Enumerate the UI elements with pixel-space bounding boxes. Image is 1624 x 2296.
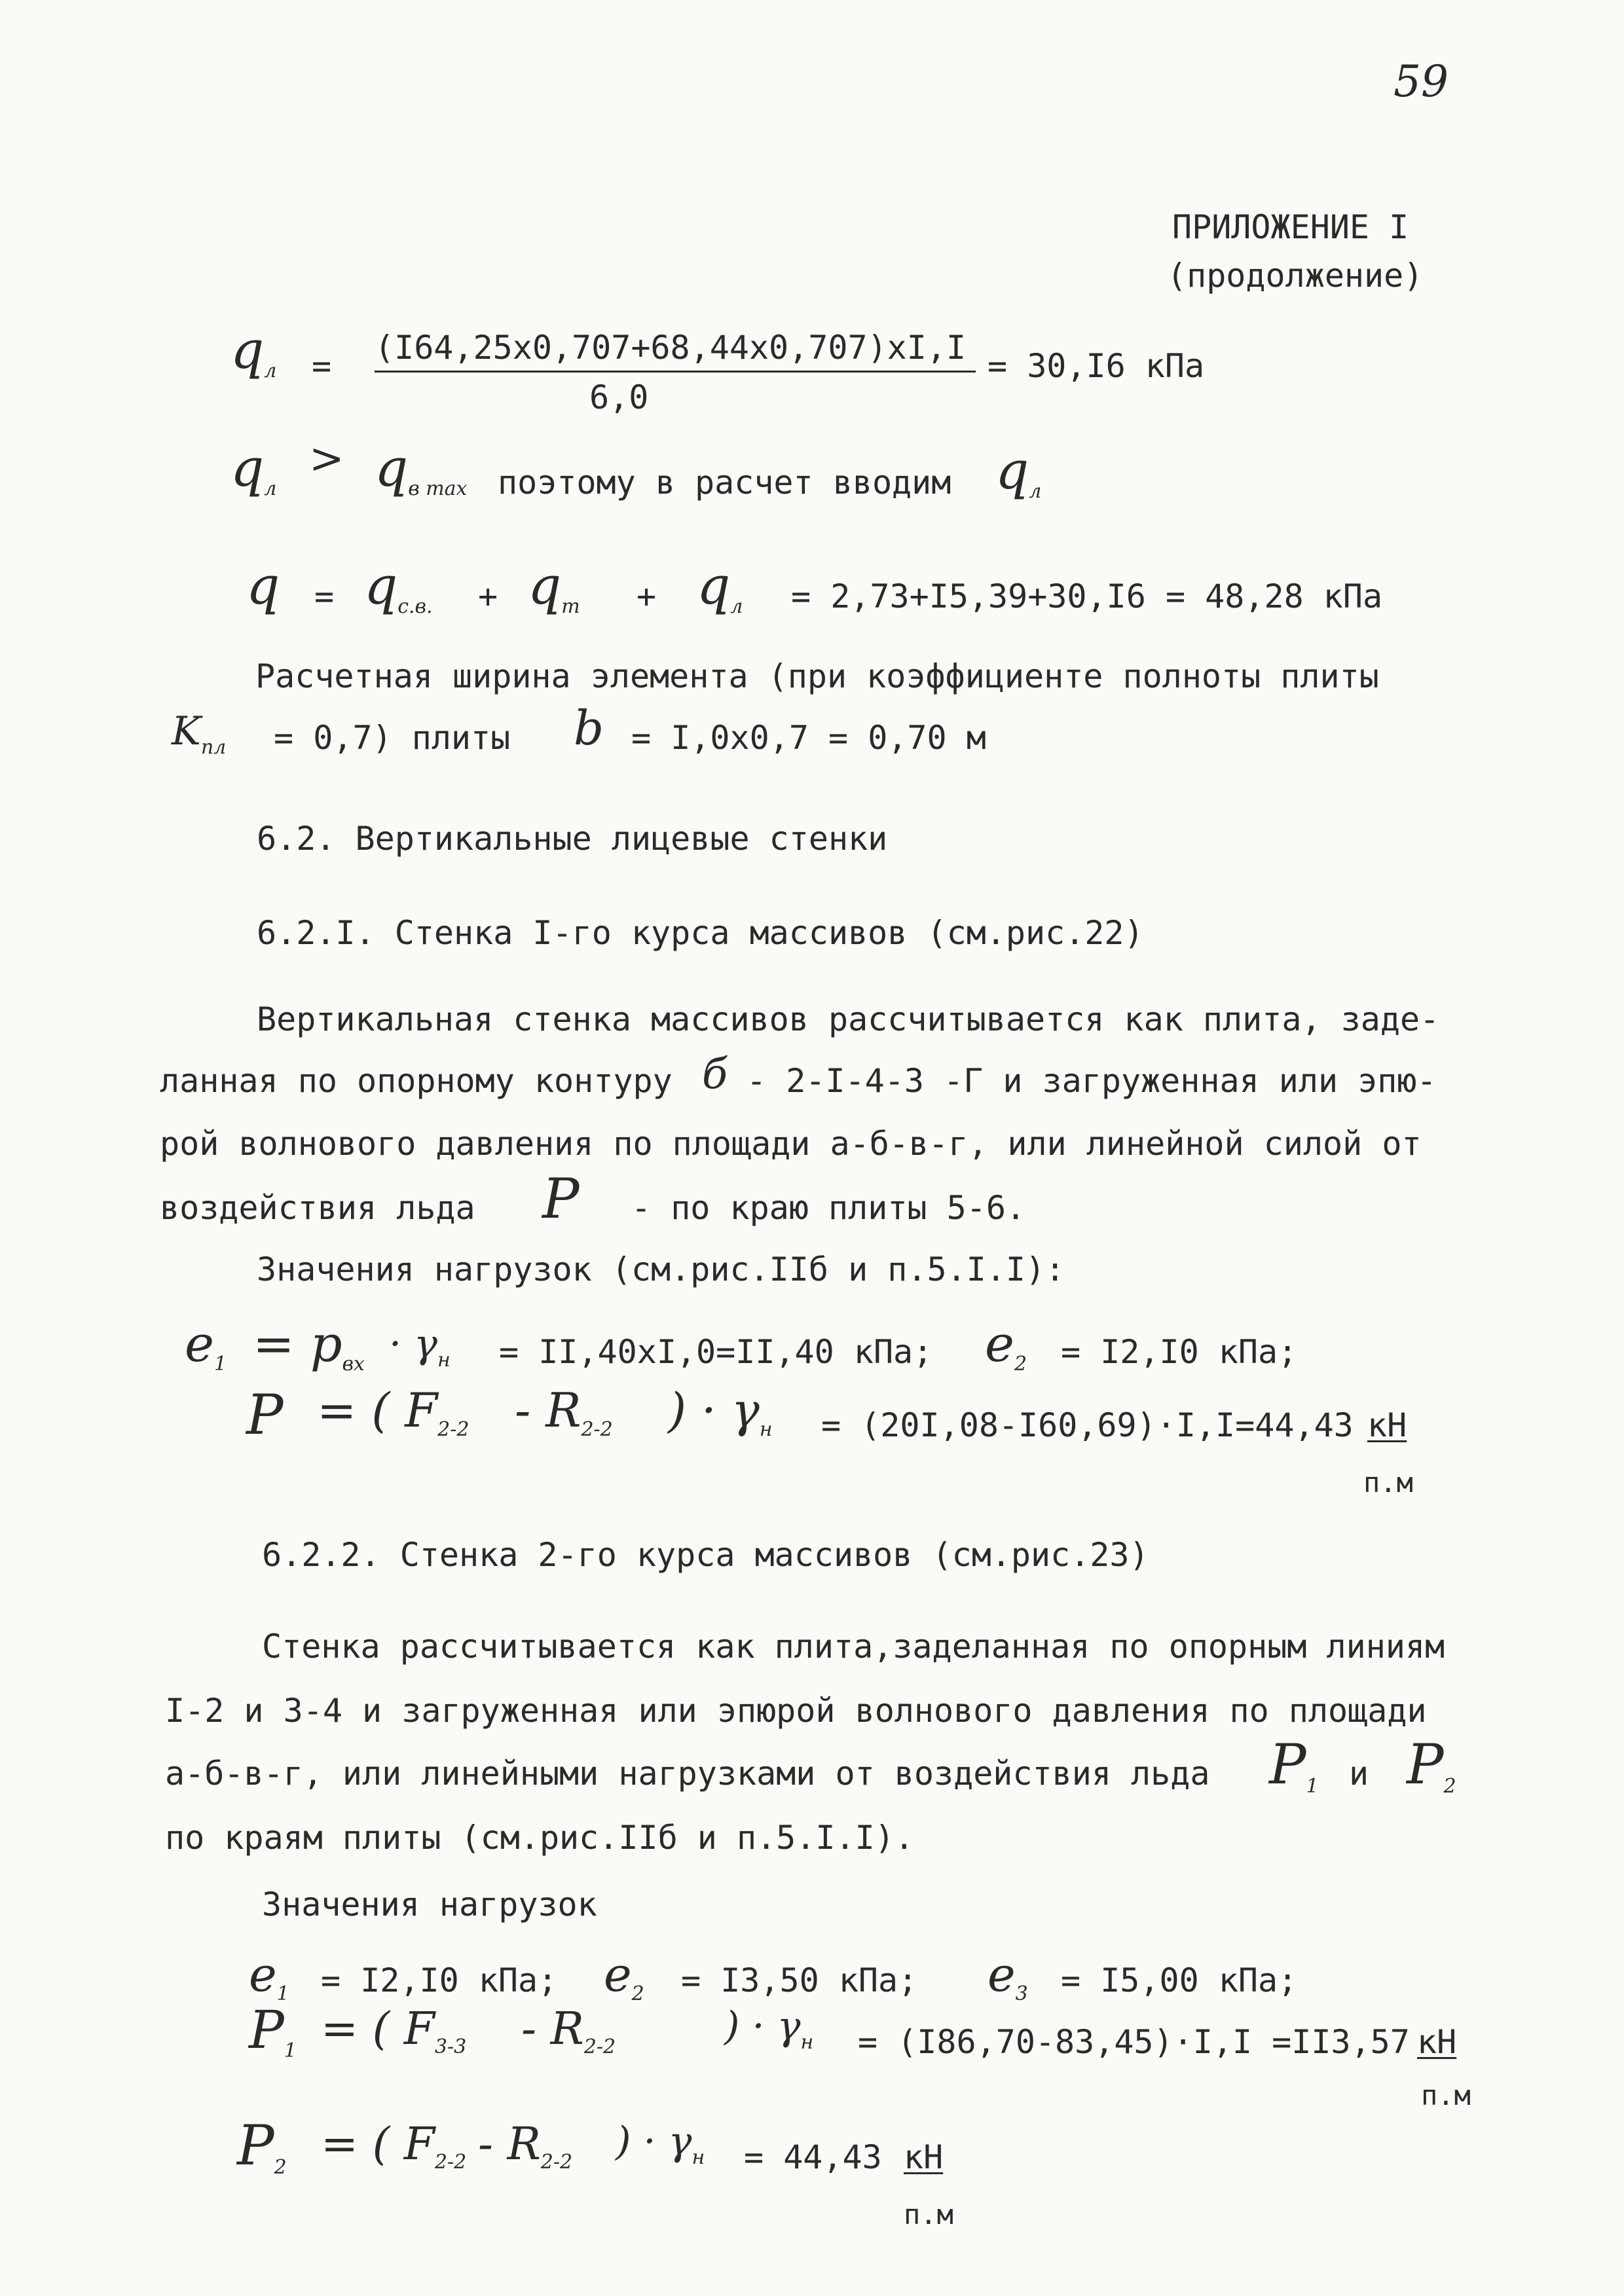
par622-line2: I-2 и 3-4 и загруженная или эпюрой волнового давления по площади	[165, 1692, 1427, 1730]
par621-line2a: ланная по опорному контуру	[160, 1062, 673, 1100]
section-6-2-2: 6.2.2. Стенка 2-го курса массивов (см.рис.23)	[262, 1536, 1149, 1574]
loads622-e1-value: = I2,I0 кПа;	[321, 1961, 558, 1999]
par621-symbol: б	[702, 1050, 728, 1099]
loads621-P-term1: = ( $F_{2-2}$	[317, 1383, 470, 1441]
appendix-heading: ПРИЛОЖЕНИЕ I	[1172, 208, 1409, 246]
loads622-P1: $P_1$	[249, 1999, 297, 2062]
loads622-e3: $e_3$	[987, 1947, 1028, 2005]
loads622-P2-term3: ) · $\gamma_н$	[616, 2119, 705, 2169]
loads622-e2-value: = I3,50 кПа;	[681, 1961, 918, 1999]
formula1-result: = 30,I6 кПа	[987, 347, 1205, 385]
compare-end: $q_л$	[995, 440, 1042, 503]
loads622-title: Значения нагрузок	[262, 1886, 597, 1923]
compare-text: поэтому в расчет вводим	[498, 464, 951, 501]
formula2-term2: $q_т$	[528, 555, 580, 618]
loads622-P1-unit-bottom: п.м	[1421, 2079, 1471, 2111]
loads622-P2-unit-top: кН	[904, 2138, 944, 2176]
par622-P1: $P_1$	[1269, 1732, 1319, 1798]
loads621-e1-gamma: · $\gamma_н$	[389, 1321, 451, 1372]
loads622-P2: $P_2$	[237, 2113, 287, 2179]
loads622-e1: $e_1$	[249, 1947, 289, 2005]
loads621-e1: $e_1$	[185, 1315, 227, 1376]
width-line1: Расчетная ширина элемента (при коэффициенте полноты плиты	[255, 657, 1379, 695]
loads622-P2-term2: - $R_{2-2}$	[478, 2119, 573, 2174]
formula1-fraction-bar	[375, 371, 976, 373]
loads621-P-value: = (20I,08-I60,69)·I,I=44,43	[821, 1406, 1354, 1444]
formula2-plus2: +	[637, 577, 657, 615]
width-line2a: = 0,7) плиты	[274, 719, 511, 757]
loads622-P2-value: = 44,43	[744, 2138, 882, 2176]
formula1-denominator: 6,0	[589, 378, 649, 416]
compare-left: $q_л$	[231, 437, 277, 500]
par621-line2b: - 2-I-4-3 -Г и загруженная или эпю-	[747, 1062, 1437, 1100]
loads622-P1-value: = (I86,70-83,45)·I,I =II3,57	[858, 2023, 1410, 2061]
par621-line4b: - по краю плиты 5-6.	[631, 1189, 1026, 1227]
loads621-P: P	[246, 1383, 284, 1447]
par622-line1: Стенка рассчитывается как плита,заделанная по опорным линиям	[262, 1628, 1445, 1666]
formula2-term3: $q_л$	[697, 555, 743, 618]
formula2-result: = 2,73+I5,39+30,I6 = 48,28 кПа	[791, 577, 1383, 615]
compare-right: $q_{в max}$	[375, 437, 468, 500]
section-6-2-1: 6.2.I. Стенка I-го курса массивов (см.рис.22)	[257, 914, 1144, 952]
appendix-continuation: (продолжение)	[1167, 257, 1424, 295]
loads621-unit-bottom: п.м	[1363, 1467, 1413, 1499]
loads621-e2-value: = I2,I0 кПа;	[1061, 1333, 1298, 1371]
width-k: $K_{пл}$	[172, 708, 227, 759]
par622-P2: $P_2$	[1407, 1732, 1456, 1798]
par622-and: и	[1349, 1755, 1369, 1793]
formula1-equals: =	[312, 347, 332, 385]
formula2-q: q	[246, 555, 280, 616]
formula2-plus1: +	[478, 577, 498, 615]
loads622-P1-unit-top: кН	[1417, 2023, 1457, 2061]
loads622-e2: $e_2$	[604, 1947, 644, 2005]
par621-line4a: воздействия льда	[160, 1189, 475, 1227]
loads622-P2-unit-bottom: п.м	[904, 2198, 953, 2231]
width-line2b: = I,0х0,7 = 0,70 м	[631, 719, 986, 757]
par622-line3a: а-б-в-г, или линейными нагрузками от воздействия льда	[165, 1755, 1210, 1793]
loads622-P1-term3: ) · $\gamma_н$	[724, 2003, 814, 2054]
par621-P: P	[542, 1167, 580, 1231]
loads622-P2-term1: = ( $F_{2-2}$	[321, 2119, 467, 2174]
loads622-P1-term2: - $R_{2-2}$	[521, 2003, 616, 2058]
loads621-title: Значения нагрузок (см.рис.IIб и п.5.I.I):	[257, 1250, 1065, 1288]
formula1-numerator: (I64,25х0,707+68,44х0,707)хI,I	[375, 329, 967, 367]
par622-line4: по краям плиты (см.рис.IIб и п.5.I.I).	[165, 1819, 914, 1857]
loads622-e3-value: = I5,00 кПа;	[1061, 1961, 1298, 1999]
par621-line1: Вертикальная стенка массивов рассчитывается как плита, заде-	[257, 1000, 1440, 1038]
par621-line3: рой волнового давления по площади а-б-в-г, или линейной силой от	[160, 1125, 1422, 1163]
formula2-term1: $q_{с.в.}$	[364, 555, 433, 618]
formula1-symbol: $q_л$	[231, 319, 277, 382]
section-6-2: 6.2. Вертикальные лицевые стенки	[257, 820, 888, 858]
loads622-P1-term1: = ( $F_{3-3}$	[321, 2003, 467, 2058]
loads621-e1-expr: = $p_{вх}$	[253, 1315, 365, 1376]
loads621-P-term3: ) · $\gamma_н$	[668, 1383, 773, 1441]
width-b: b	[574, 701, 604, 756]
loads621-unit-top: кН	[1367, 1406, 1407, 1444]
formula2-eq: =	[314, 577, 335, 615]
compare-operator: >	[309, 435, 344, 483]
loads621-e1-value: = II,40хI,0=II,40 кПа;	[499, 1333, 933, 1371]
loads621-P-term2: - $R_{2-2}$	[515, 1383, 613, 1441]
page-number: 59	[1393, 56, 1449, 107]
loads621-e2: $e_2$	[985, 1315, 1027, 1376]
